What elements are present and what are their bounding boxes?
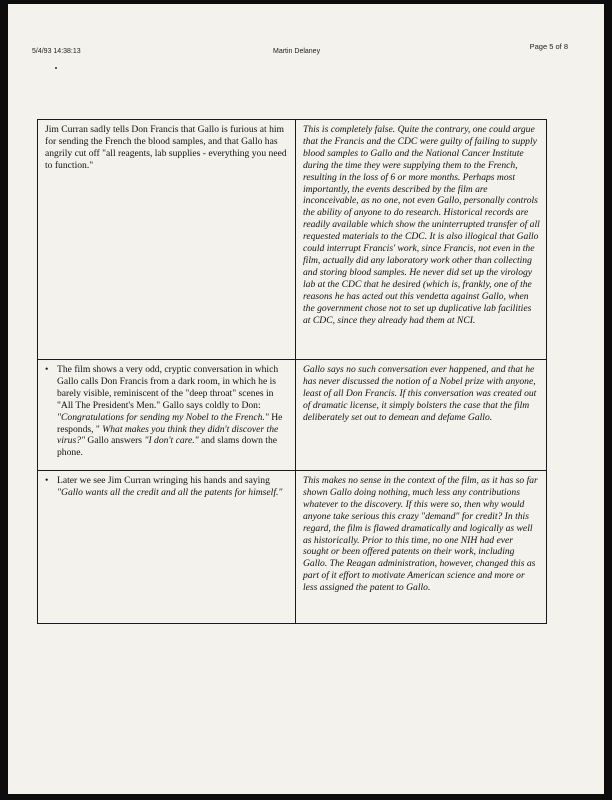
bullet-icon: • [45,364,49,375]
film-claim-text [57,475,289,499]
table-row [38,360,547,471]
film-claim-cell [38,471,296,624]
claim-part: Gallo answers [85,435,145,447]
rebuttal-cell [296,360,547,471]
claim-part: and slams down the phone. [57,435,278,459]
print-timestamp: 5/4/93 14:38:13 [32,48,81,55]
stray-mark [55,67,57,69]
rebuttal-table [37,119,547,624]
rebuttal-cell [296,471,547,624]
rebuttal-text: Gallo says no such conversation ever happened, and that he has never discussed the notion of a Nobel prize with anyone, least of all Don Francis. If this conversation was created out of dramatic license, it simply bolsters the case that the film deliberately set out to demean and defame Gallo. [303,364,537,423]
claim-quote: What makes you think they didn't discover the virus?" [57,423,279,447]
rebuttal-text: This is completely false. Quite the contrary, one could argue that the Francis and the CDC were guilty of failing to supply blood samples to Gallo and the National Cancer Institute during the time they were supplying them to the French, resulting in the loss of 6 or more months. Perhaps most importantly, the events described by the film are inconceivable, as no one, not even Gallo, personally controls the ability of anyone to do research. Historical records are readily available which show the uninterrupted transfer of all requested materials to the CDC. It is also illogical that Gallo could interrupt Francis' work, since Francis, not even in the film, actually did any laboratory work other than collecting and storing blood samples. He never did set up the virology lab at the CDC that he desired (which is, frankly, one of the reasons he has acted out this vendetta against Gallo, when the government chose not to set up duplicative lab facilities at CDC, since they already had them at NCI. [303,124,540,326]
table-row [38,120,547,360]
film-claim-cell [38,360,296,471]
claim-part: He responds, " [57,411,283,435]
rebuttal-cell [296,120,547,360]
film-claim-text: Jim Curran sadly tells Don Francis that Gallo is furious at him for sending the French the blood samples, and that Gallo has angrily cut off "all reagents, lab supplies - everything you need to function." [45,124,287,171]
page-number: Page 5 of 8 [529,42,568,51]
film-claim-text [57,364,289,459]
bullet-icon: • [45,475,49,486]
claim-quote: "Gallo wants all the credit and all the patents for himself." [57,486,283,498]
table-row [38,471,547,624]
film-claim-cell [38,120,296,360]
rebuttal-text: This makes no sense in the context of the film, as it has so far shown Gallo doing nothing, much less any contributions whatever to the discovery. If this were so, then why would anyone take serious this crazy "demand" for credit? In this regard, the film is flawed dramatically and logically as well as historically. Prior to this time, no one NIH had ever sought or been offered patents on their work, including Gallo. The Reagan administration, however, changed this as part of it effort to motivate American science and more or less assigned the patent to Gallo. [303,475,538,594]
claim-quote: "I don't care." [144,435,199,447]
claim-part: Later we see Jim Curran wringing his hands and saying [57,475,270,486]
claim-part: The film shows a very odd, cryptic conversation in which Gallo calls Don Francis from a dark room, in which he is barely visible, reminiscent of the "deep throat" scenes in "All The President's Men." Gallo says coldly to Don: [57,364,279,411]
claim-quote: "Congratulations for sending my Nobel to the French." [57,411,269,423]
author-name: Martin Delaney [273,48,321,55]
